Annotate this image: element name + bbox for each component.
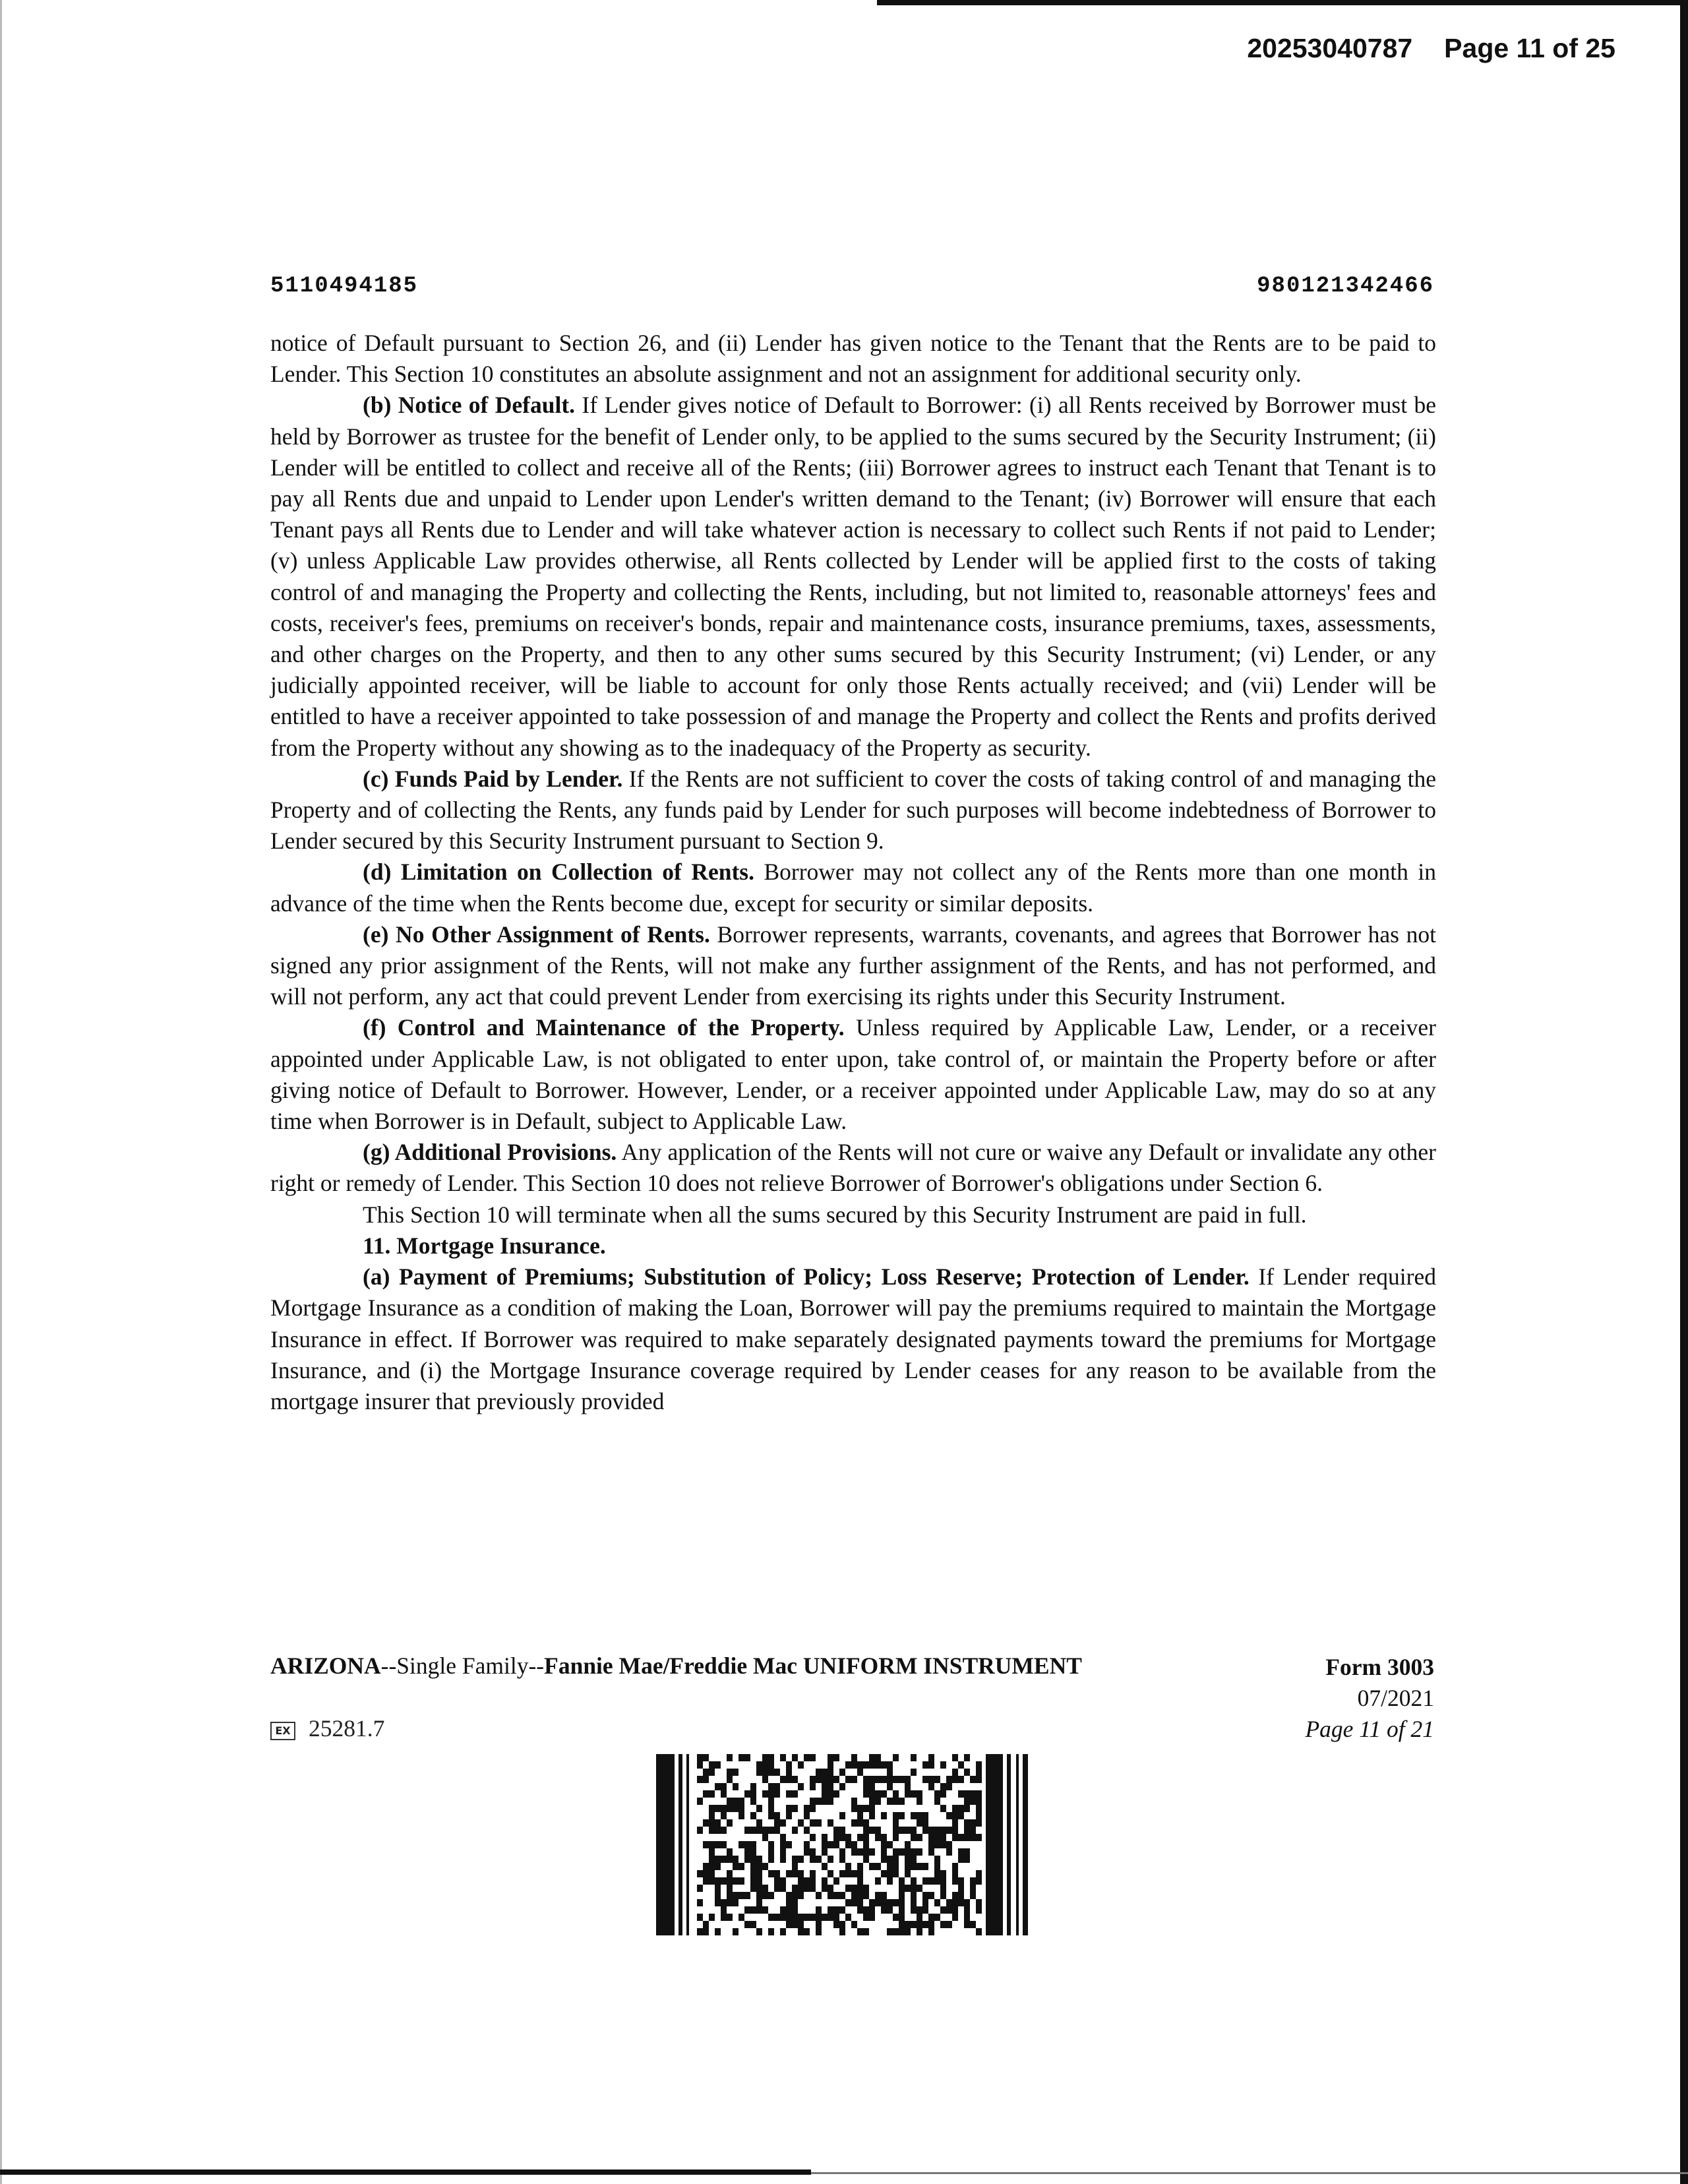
scan-edge-left [0,0,2,2184]
footer-code: EX 25281.7 [270,1714,384,1742]
paragraph-b: (b) Notice of Default. If Lender gives notice of Default to Borrower: (i) all Rents received by Borrower must be held by Borrower as trustee for the benefit of Lender only, to be applied to the sums secured by the Security Instrument; (ii) Lender will be entitled to collect and receive all of the Rents; (iii) Borrower agrees to instruct each Tenant that Tenant is to pay all Rents due and unpaid to Lender upon Lender's written demand to the Tenant; (iv) Borrower will ensure that each Tenant pays all Rents due to Lender and will take whatever action is necessary to collect such Rents if not paid to Lender; (v) unless Applicable Law provides otherwise, all Rents collected by Lender will be applied first to the costs of taking control of and managing the Property and collecting the Rents, including, but not limited to, reasonable attorneys' fees and costs, receiver's fees, premiums on receiver's bonds, repair and maintenance costs, insurance premiums, taxes, assessments, and other charges on the Property, and then to any other sums secured by this Security Instrument; (vi) Lender, or any judicially appointed receiver, will be liable to account for only those Rents actually received; and (vii) Lender will be entitled to have a receiver appointed to take possession of and manage the Property and collect the Rents and profits derived from the Property without any showing as to the inadequacy of the Property as security. [270,392,1436,761]
footer-form-info [1305,1652,1434,1745]
recording-number: 20253040787 [1247,33,1413,63]
form-date: 07/2021 [1357,1685,1434,1711]
heading-no-other-assignment: (e) No Other Assignment of Rents. [363,921,710,948]
recording-page: Page 11 of 25 [1444,33,1615,63]
form-page: Page 11 of 21 [1305,1716,1434,1742]
heading-funds-paid: (c) Funds Paid by Lender. [363,765,623,792]
scan-edge-bottom-thin [811,2172,1688,2174]
paragraph-e: (e) No Other Assignment of Rents. Borrower represents, warrants, covenants, and agrees that Borrower has not signed any prior assignment of the Rents, will not make any further assignment of the Rents, and has not performed, and will not perform, any act that could prevent Lender from exercising its rights under this Security Instrument. [270,921,1436,1010]
loan-number-left: 5110494185 [270,274,419,299]
recording-header [1247,33,1615,64]
paragraph-continued: notice of Default pursuant to Section 26, and (ii) Lender has given notice to the Tenant that the Rents are to be paid to Lender. This Section 10 constitutes an absolute assignment and not an assignment for additional security only. [270,330,1436,388]
barcode-image [656,1754,1035,1935]
heading-notice-of-default: (b) Notice of Default. [363,392,576,419]
heading-additional-provisions: (g) Additional Provisions. [363,1139,617,1166]
paragraph-g: (g) Additional Provisions. Any application of the Rents will not cure or waive any Default or invalidate any other right or remedy of Lender. This Section 10 does not relieve Borrower of Borrower's obligations under Section 6. [270,1139,1436,1197]
paragraph-f: (f) Control and Maintenance of the Property. Unless required by Applicable Law, Lender, or a receiver appointed under Applicable Law, is not obligated to enter upon, take control of, or maintain the Property before or after giving notice of Default to Borrower. However, Lender, or a receiver appointed under Applicable Law, may do so at any time when Borrower is in Default, subject to Applicable Law. [270,1014,1436,1135]
heading-control-maintenance: (f) Control and Maintenance of the Property. [363,1014,845,1041]
footer-instrument-title: ARIZONA--Single Family--Fannie Mae/Freddie Mac UNIFORM INSTRUMENT [270,1653,1082,1679]
document-body [270,328,1436,1417]
scan-edge-right [1680,0,1688,2184]
ex-logo-icon: EX [270,1722,295,1740]
paragraph-11a: (a) Payment of Premiums; Substitution of Policy; Loss Reserve; Protection of Lender. If Lender required Mortgage Insurance as a condition of making the Loan, Borrower will pay the premiums required to maintain the Mortgage Insurance in effect. If Borrower was required to make separately designated payments toward the premiums for Mortgage Insurance, and (i) the Mortgage Insurance coverage required by Lender ceases for any reason to be available from the mortgage insurer that previously provided [270,1263,1436,1414]
scan-edge-bottom [0,2169,811,2175]
heading-payment-of-premiums: (a) Payment of Premiums; Substitution of Policy; Loss Reserve; Protection of Lender. [363,1263,1250,1290]
heading-limitation: (d) Limitation on Collection of Rents. [363,859,754,886]
loan-number-right: 980121342466 [1257,274,1434,299]
section-11-heading: 11. Mortgage Insurance. [363,1232,606,1259]
paragraph-c: (c) Funds Paid by Lender. If the Rents are not sufficient to cover the costs of taking control of and managing the Property and of collecting the Rents, any funds paid by Lender for such purposes will become indebtedness of Borrower to Lender secured by this Security Instrument pursuant to Section 9. [270,765,1437,855]
paragraph-terminate: This Section 10 will terminate when all the sums secured by this Security Instrument are paid in full. [363,1201,1307,1228]
footer-state: ARIZONA [270,1653,381,1679]
paragraph-d: (d) Limitation on Collection of Rents. Borrower may not collect any of the Rents more than one month in advance of the time when the Rents become due, except for security or similar deposits. [270,859,1436,917]
form-number: Form 3003 [1325,1654,1434,1680]
footer-instrument: Fannie Mae/Freddie Mac UNIFORM INSTRUMENT [544,1653,1082,1679]
scan-edge-top [877,0,1688,5]
